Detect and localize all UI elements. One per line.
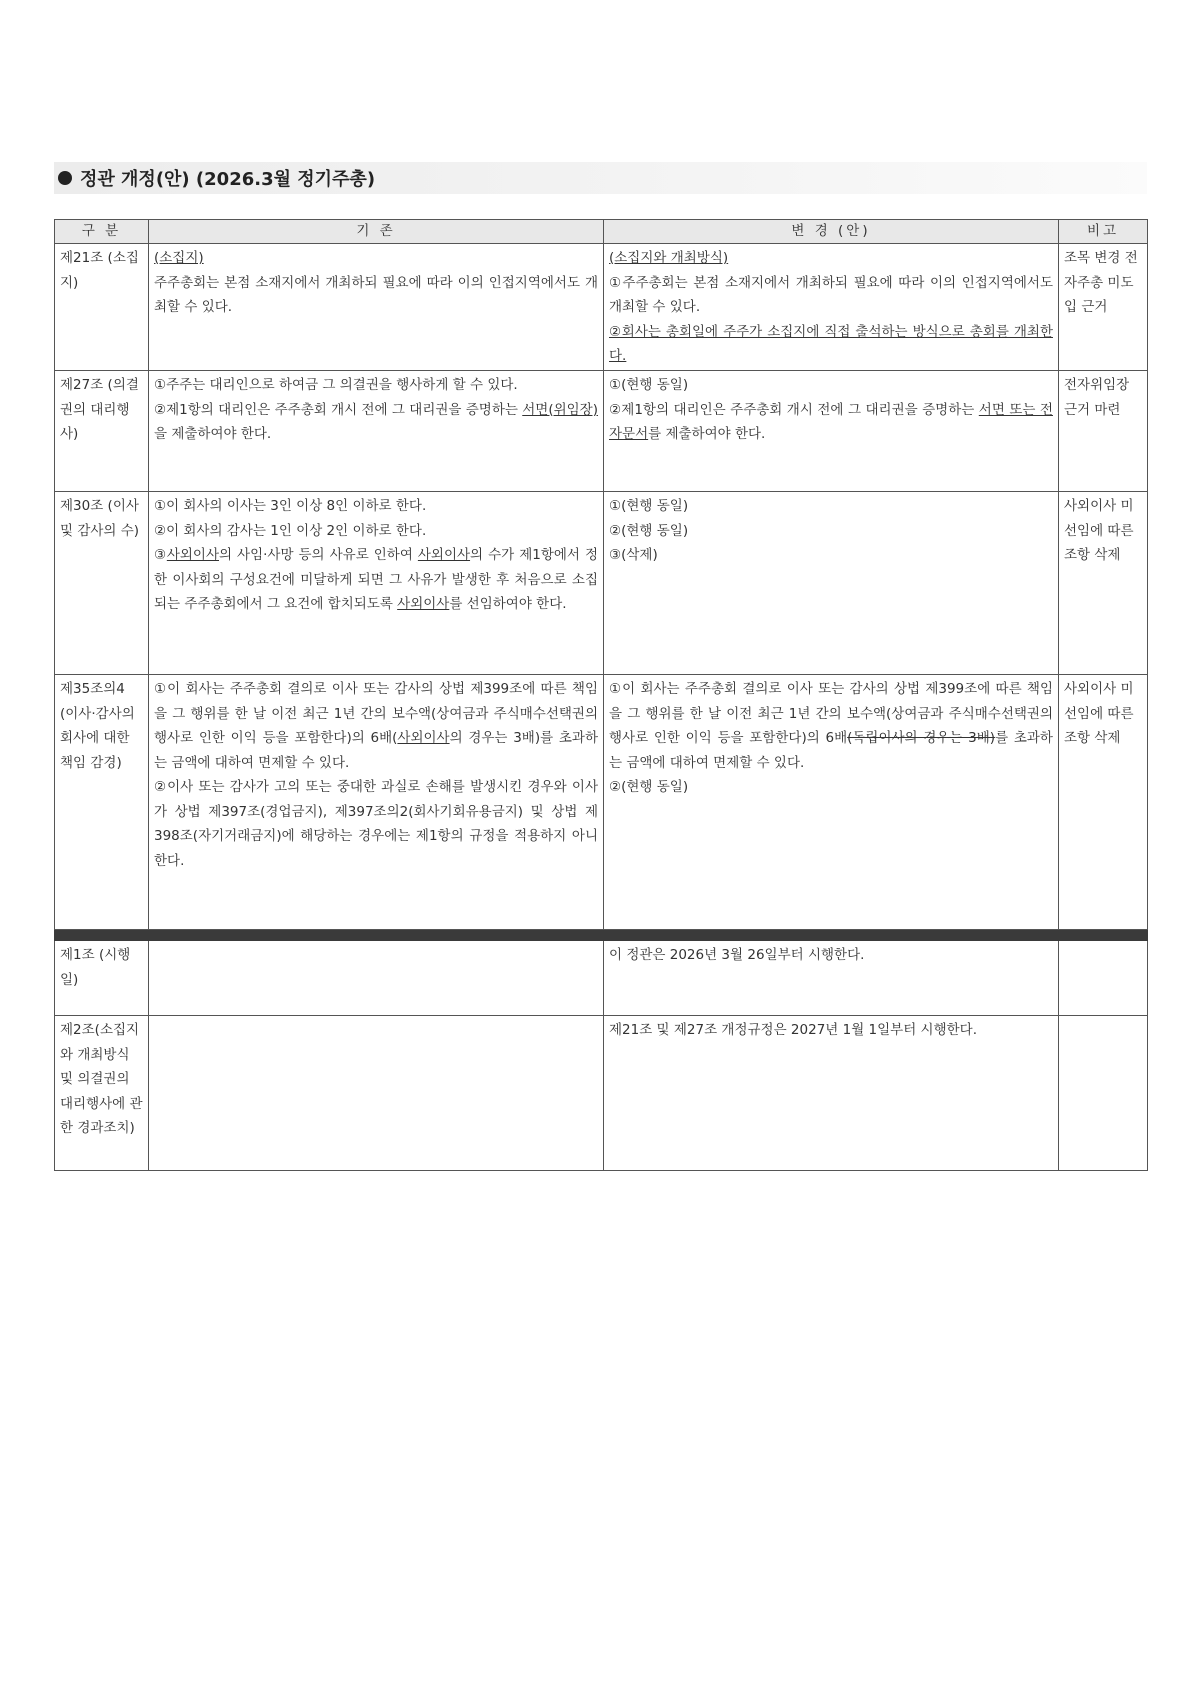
remarks-cell: 사외이사 미선임에 따른 조항 삭제 [1059, 675, 1148, 930]
proposed-paragraph-1: ①(현행 동일) [609, 377, 689, 393]
remarks-cell [1059, 1016, 1148, 1171]
current-cell [149, 492, 604, 675]
category-cell [55, 1016, 149, 1171]
category-cell: 제30조 (이사 및 감사의 수) [55, 492, 149, 675]
amendment-table [54, 219, 1148, 1171]
header-category: 구 분 [55, 220, 149, 244]
bullet-icon [58, 171, 72, 185]
header-current: 기 존 [149, 220, 604, 244]
table-row [55, 1016, 1148, 1171]
underlined-term: 사외이사 [417, 547, 471, 563]
current-paragraph-1: ①주주는 대리인으로 하여금 그 의결권을 행사하게 할 수 있다. [154, 377, 518, 393]
category-cell: 제27조 (의결권의 대리행사) [55, 371, 149, 492]
proposed-cell: 제21조 및 제27조 개정규정은 2027년 1월 1일부터 시행한다. [604, 1016, 1059, 1171]
remarks-cell: 조목 변경 전자주총 미도입 근거 [1059, 244, 1148, 371]
section-heading [58, 164, 375, 192]
proposed-title: (소집지와 개최방식) [609, 250, 729, 266]
proposed-paragraph-3: ③(삭제) [609, 547, 658, 563]
current-cell [149, 1016, 604, 1171]
proposed-paragraph-2 [609, 398, 1053, 447]
text-segment: 를 선임하여야 한다. [449, 596, 567, 612]
current-paragraph-1: ①이 회사의 이사는 3인 이상 8인 이하로 한다. [154, 498, 427, 514]
current-paragraph-2: ②이사 또는 감사가 고의 또는 중대한 과실로 손해를 발생시킨 경우와 이사가 상법 제397조(경업금지), 제397조의2(회사기회유용금지) 및 상법 제398조(자기거래금지)에 해당하는 경우에는 제1항의 규정을 적용하지 아니한다. [154, 779, 598, 869]
text-segment: ②제1항의 대리인은 주주총회 개시 전에 그 대리권을 증명하는 [609, 401, 979, 418]
current-cell [149, 675, 604, 930]
table-row [55, 941, 1148, 1016]
text-segment: 의 경우는 3배)를 초과하는 금액에 대하여 면제할 수 있다. [154, 730, 598, 771]
proposed-cell [604, 492, 1059, 675]
proposed-cell: 이 정관은 2026년 3월 26일부터 시행한다. [604, 941, 1059, 1016]
text-segment: 를 제출하여야 한다. [648, 426, 766, 442]
underlined-term: 사외이사 [166, 547, 219, 563]
category-cell: 제35조의4 (이사·감사의 회사에 대한 책임 감경) [55, 675, 149, 930]
header-proposed: 변 경 (안) [604, 220, 1059, 244]
remarks-cell [1059, 941, 1148, 1016]
proposed-paragraph-2: ②(현행 동일) [609, 522, 689, 539]
text-segment: 의 사임·사망 등의 사유로 인하여 [219, 547, 418, 563]
text-segment: ②제1항의 대리인은 주주총회 개시 전에 그 대리권을 증명하는 [154, 401, 523, 418]
current-paragraph-2: ②이 회사의 감사는 1인 이상 2인 이하로 한다. [154, 522, 427, 539]
current-text: 주주총회는 본점 소재지에서 개최하되 필요에 따라 이의 인접지역에서도 개최할 수 있다. [154, 274, 598, 315]
current-paragraph-3 [154, 543, 598, 617]
category-text: 제2조(소집지와 개최방식 및 의결권의 대리행사에 관한 경과조치) [60, 1022, 143, 1136]
current-paragraph-2 [154, 398, 598, 447]
remarks-cell: 전자위임장 근거 마련 [1059, 371, 1148, 492]
text-segment: ①이 회사는 주주총회 결의로 이사 또는 감사의 상법 제399조에 따른 책임을 그 행위를 한 날 이전 최근 1년 간의 보수액(상여금과 주식매수선택권의 행사로 인한 이익 등을 포함한다)의 6배( [154, 681, 598, 746]
current-cell [149, 371, 604, 492]
current-title: (소집지) [154, 250, 204, 266]
text-segment: 를 초과하는 금액에 대하여 면제할 수 있다. [609, 730, 1053, 771]
heading-text: 정관 개정(안) (2026.3월 정기주총) [80, 169, 376, 190]
category-cell: 제21조 (소집지) [55, 244, 149, 371]
header-remarks: 비고 [1059, 220, 1148, 244]
text-segment: 을 제출하여야 한다. [154, 426, 272, 442]
proposed-paragraph-1: ①주주총회는 본점 소재지에서 개최하되 필요에 따라 이의 인접지역에서도 개최할 수 있다. [609, 274, 1053, 315]
table-header-row [55, 220, 1148, 244]
current-paragraph-1 [154, 677, 598, 775]
proposed-paragraph-2: ②회사는 총회일에 주주가 소집지에 직접 출석하는 방식으로 총회를 개최한다. [609, 323, 1053, 364]
table-row [55, 244, 1148, 371]
current-cell [149, 941, 604, 1016]
underlined-term: 서면 또는 전자문서 [609, 401, 1053, 442]
text-segment: ③ [154, 547, 167, 563]
remarks-cell: 사외이사 미선임에 따른 조항 삭제 [1059, 492, 1148, 675]
proposed-paragraph-1 [609, 677, 1053, 775]
table-row [55, 371, 1148, 492]
proposed-cell [604, 675, 1059, 930]
text-segment: 의 수가 제1항에서 정한 이사회의 구성요건에 미달하게 되면 그 사유가 발생한 후 처음으로 소집되는 주주총회에서 그 요건에 합치되도록 [154, 547, 598, 612]
underlined-term: 사외이사 [397, 596, 450, 612]
table-row [55, 492, 1148, 675]
underlined-term: 사외이사 [397, 730, 450, 746]
table-row [55, 675, 1148, 930]
proposed-cell [604, 244, 1059, 371]
divider-bar [55, 930, 1148, 941]
text-segment: ①이 회사는 주주총회 결의로 이사 또는 감사의 상법 제399조에 따른 책임을 그 행위를 한 날 이전 최근 1년 간의 보수액(상여금과 주식매수선택권의 행사로 인한 이익 등을 포함한다)의 6배 [609, 681, 1053, 746]
section-divider [55, 930, 1148, 941]
underlined-term: 서면(위임장) [522, 401, 598, 418]
deleted-text: (독립이사의 경우는 3배) [847, 730, 996, 746]
proposed-paragraph-1: ①(현행 동일) [609, 498, 689, 514]
current-cell [149, 244, 604, 371]
proposed-cell [604, 371, 1059, 492]
proposed-paragraph-2: ②(현행 동일) [609, 779, 689, 795]
category-cell: 제1조 (시행일) [55, 941, 149, 1016]
